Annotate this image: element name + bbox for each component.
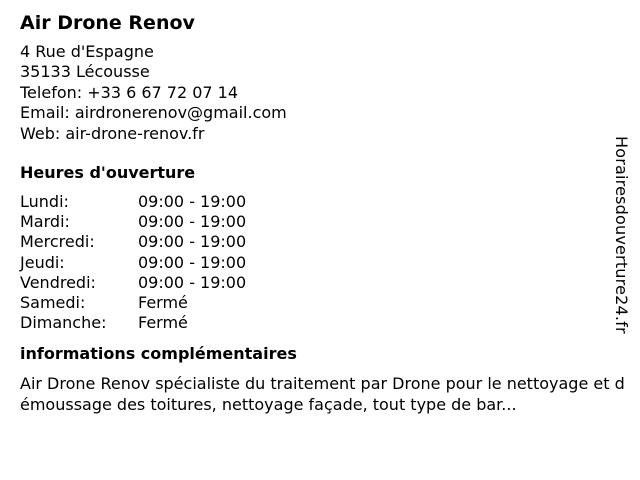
day-label: Lundi: (20, 192, 69, 212)
hours-row-sunday (20, 313, 620, 333)
email-line: Email: airdronerenov@gmail.com (20, 103, 287, 123)
time-value: 09:00 - 19:00 (138, 192, 247, 212)
hours-row-friday (20, 273, 620, 293)
time-value: Fermé (138, 313, 188, 333)
hours-table (20, 192, 620, 333)
time-value: Fermé (138, 293, 188, 313)
hours-row-tuesday (20, 212, 620, 232)
time-value: 09:00 - 19:00 (138, 232, 247, 252)
hours-title: Heures d'ouverture (20, 163, 196, 183)
web-line: Web: air-drone-renov.fr (20, 123, 205, 143)
day-label: Samedi: (20, 293, 86, 313)
hours-row-saturday (20, 293, 620, 313)
day-label: Mercredi: (20, 232, 95, 252)
address-city: 35133 Lécousse (20, 62, 150, 82)
hours-row-monday (20, 192, 620, 212)
hours-row-wednesday (20, 232, 620, 252)
hours-row-thursday (20, 253, 620, 273)
brand-watermark: Horairesdouverture24.fr (612, 136, 631, 334)
time-value: 09:00 - 19:00 (138, 212, 247, 232)
business-description: Air Drone Renov spécialiste du traitement par Drone pour le nettoyage et démoussage des toitures, nettoyage façade, tout type de bar... (20, 374, 625, 415)
time-value: 09:00 - 19:00 (138, 272, 247, 292)
time-value: 09:00 - 19:00 (138, 252, 247, 272)
contact-block (20, 42, 620, 144)
day-label: Vendredi: (20, 272, 96, 292)
day-label: Dimanche: (20, 313, 107, 333)
phone-line: Telefon: +33 6 67 72 07 14 (20, 82, 239, 102)
day-label: Jeudi: (20, 252, 65, 272)
business-name: Air Drone Renov (20, 12, 195, 34)
address-street: 4 Rue d'Espagne (20, 42, 154, 61)
info-title: informations complémentaires (20, 344, 297, 364)
day-label: Mardi: (20, 212, 70, 232)
